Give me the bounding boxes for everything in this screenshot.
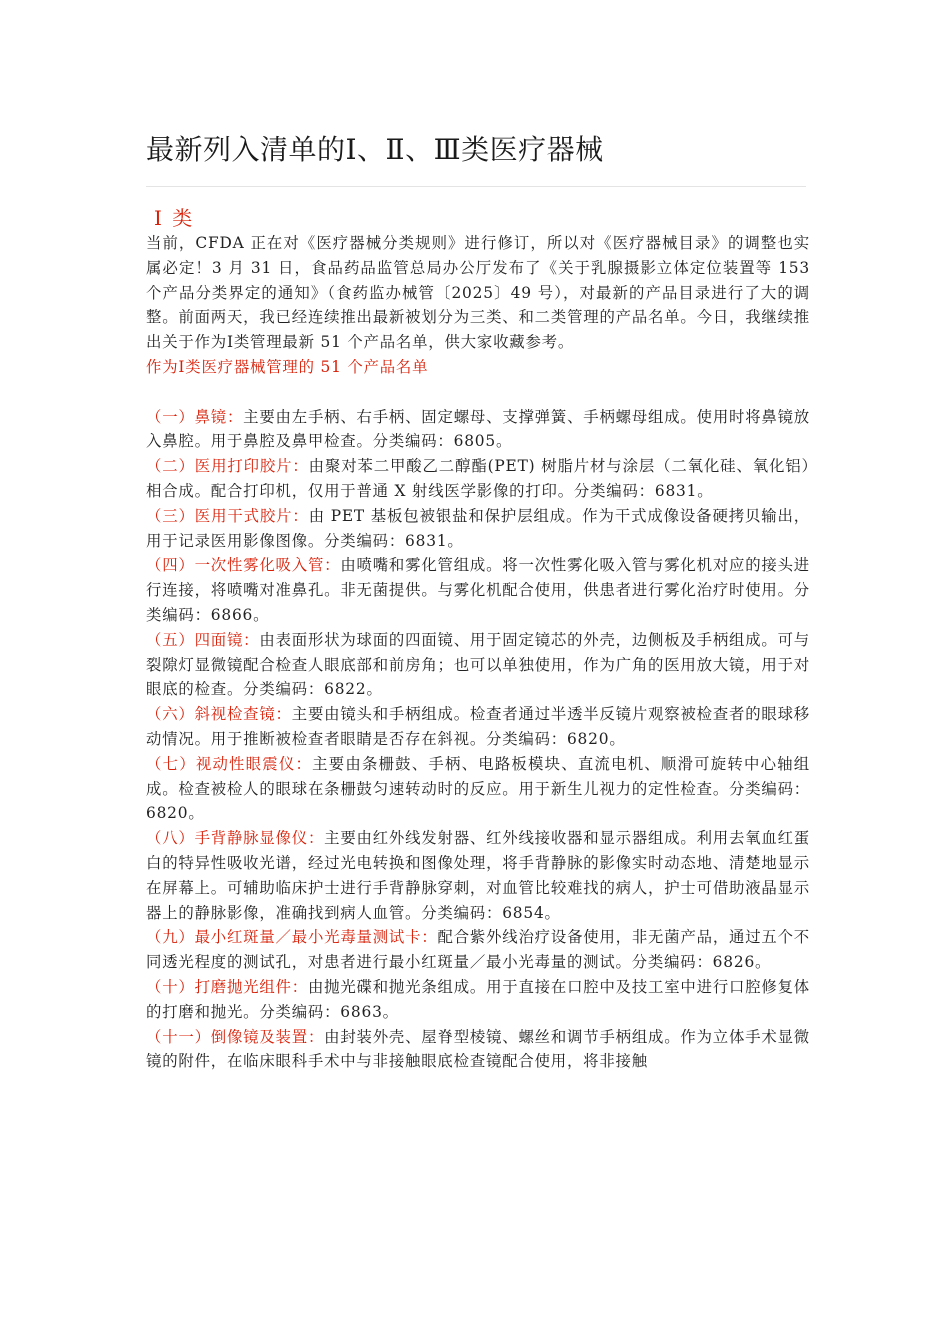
title-divider: [146, 186, 806, 187]
document-body: [146, 205, 810, 1074]
list-item: [146, 504, 810, 554]
item-text: 由封装外壳、屋脊型棱镜、螺丝和调节手柄组成。作为立体手术显微镜的附件，在临床眼科手术中与非接触眼底检查镜配合使用，将非接触: [146, 1027, 810, 1071]
item-label: （四）一次性雾化吸入管：: [146, 556, 341, 575]
intro-paragraph: 当前，CFDA 正在对《医疗器械分类规则》进行修订，所以对《医疗器械目录》的调整也实属必定！3 月 31 日，食品药品监管总局办公厅发布了《关于乳腺摄影立体定位装置等 153 个产品分类界定的通知》（食药监办械管〔2025〕49 号），对最新的产品目录进行了大的调整。前面两天，我已经连续推出最新被划分为三类、和二类管理的产品名单。今日，我继续推出关于作为Ⅰ类管理最新 51 个产品名单，供大家收藏参考。: [146, 234, 810, 352]
item-label: （二）医用打印胶片：: [146, 457, 309, 476]
list-item: [146, 454, 810, 504]
item-text: 主要由红外线发射器、红外线接收器和显示器组成。利用去氧血红蛋白的特异性吸收光谱，经过光电转换和图像处理，将手背静脉的影像实时动态地、清楚地显示在屏幕上。可辅助临床护士进行手背静脉穿刺，对血管比较难找的病人，护士可借助液晶显示器上的静脉影像，准确找到病人血管。分类编码：6854。: [146, 829, 810, 922]
item-label: （十）打磨抛光组件：: [146, 977, 308, 996]
item-text: 由喷嘴和雾化管组成。将一次性雾化吸入管与雾化机对应的接头进行连接，将喷嘴对准鼻孔。非无菌提供。与雾化机配合使用，供患者进行雾化治疗时使用。分类编码：6866。: [146, 556, 810, 624]
list-item: [146, 752, 810, 826]
list-title: 作为Ⅰ类医疗器械管理的 51 个产品名单: [146, 357, 429, 376]
list-item: [146, 925, 810, 975]
item-label: （十一）倒像镜及装置：: [146, 1027, 325, 1046]
list-item: [146, 553, 810, 627]
item-text: 主要由镜头和手柄组成。检查者通过半透半反镜片观察被检查者的眼球移动情况。用于推断被检查者眼睛是否存在斜视。分类编码：6820。: [146, 705, 810, 748]
item-text: 由 PET 基板包被银盐和保护层组成。作为干式成像设备硬拷贝输出，用于记录医用影像图像。分类编码：6831。: [146, 506, 810, 550]
item-label: （九）最小红斑量／最小光毒量测试卡：: [146, 928, 438, 947]
item-label: （八）手背静脉显像仪：: [146, 829, 325, 848]
item-label: （七）视动性眼震仪：: [146, 754, 313, 773]
list-item: [146, 1025, 810, 1075]
list-item: [146, 975, 810, 1025]
item-label: （一）鼻镜：: [146, 407, 244, 426]
item-text: 由表面形状为球面的四面镜、用于固定镜芯的外壳，边侧板及手柄组成。可与裂隙灯显微镜配合检查人眼底部和前房角；也可以单独使用，作为广角的医用放大镜，用于对眼底的检查。分类编码：6822。: [146, 630, 810, 699]
item-label: （五）四面镜：: [146, 630, 260, 649]
list-item: [146, 826, 810, 925]
section-heading: Ⅰ 类: [154, 206, 195, 230]
item-text: 主要由条栅鼓、手柄、电路板模块、直流电机、顺滑可旋转中心轴组成。检查被检人的眼球在条栅鼓匀速转动时的反应。用于新生儿视力的定性检查。分类编码：6820。: [146, 754, 810, 823]
item-text: 配合紫外线治疗设备使用，非无菌产品，通过五个不同透光程度的测试孔，对患者进行最小红斑量／最小光毒量的测试。分类编码：6826。: [146, 928, 810, 972]
page-title: 最新列入清单的Ⅰ、Ⅱ、Ⅲ类医疗器械: [146, 133, 604, 166]
item-label: （六）斜视检查镜：: [146, 705, 292, 724]
item-text: 主要由左手柄、右手柄、固定螺母、支撑弹簧、手柄螺母组成。使用时将鼻镜放入鼻腔。用于鼻腔及鼻甲检查。分类编码：6805。: [146, 407, 810, 451]
list-item: [146, 405, 810, 455]
item-label: （三）医用干式胶片：: [146, 506, 309, 525]
item-text: 由聚对苯二甲酸乙二醇酯(PET) 树脂片材与涂层（二氧化硅、氧化铝）相合成。配合打印机，仅用于普通 X 射线医学影像的打印。分类编码：6831。: [146, 457, 810, 500]
list-item: [146, 702, 810, 752]
list-item: [146, 628, 810, 702]
item-text: 由抛光碟和抛光条组成。用于直接在口腔中及技工室中进行口腔修复体的打磨和抛光。分类编码：6863。: [146, 977, 810, 1021]
